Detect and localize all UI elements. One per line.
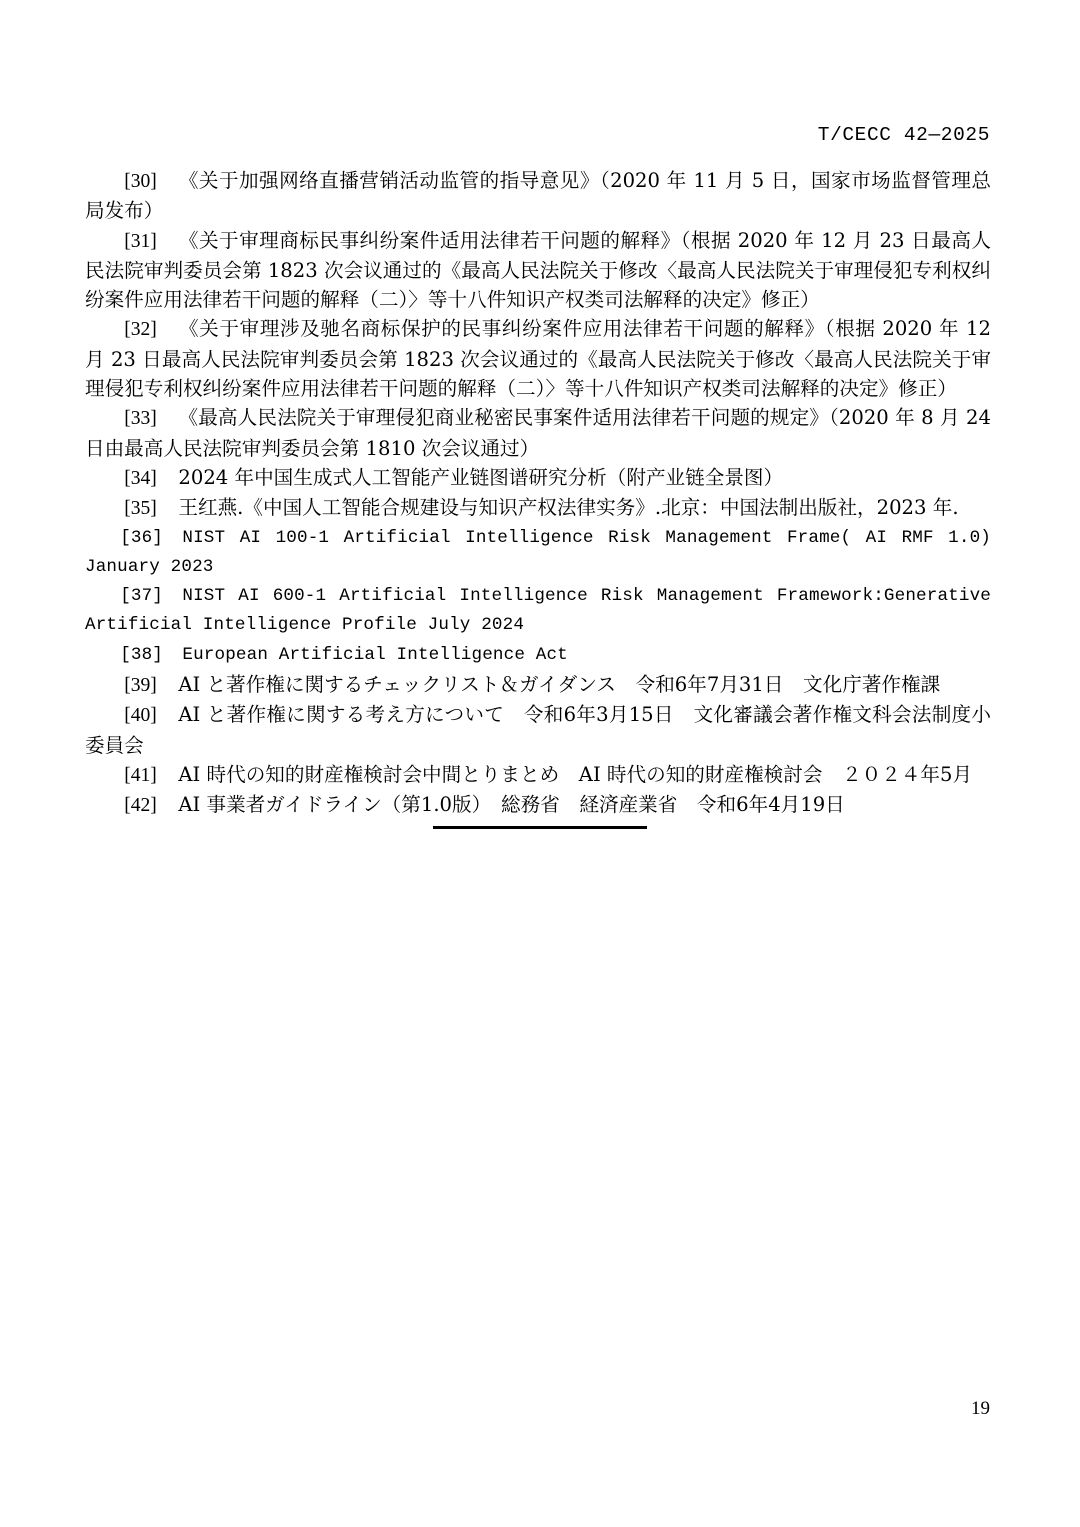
reference-entry [85, 700, 991, 760]
reference-number: [41] [124, 764, 157, 786]
reference-entry [85, 524, 991, 583]
reference-number: [30] [124, 171, 157, 192]
end-of-document-rule-container [0, 818, 1080, 836]
reference-number: [33] [124, 408, 157, 430]
end-of-document-rule [433, 826, 647, 829]
reference-number: [31] [124, 230, 157, 252]
reference-entry [85, 641, 991, 670]
reference-entry [85, 403, 991, 463]
reference-text: 《关于审理涉及驰名商标保护的民事纠纷案件应用法律若干问题的解释》（根据 2020 年 12 月 23 日最高人民法院审判委员会第 1823 次会议通过的《最高人民法院关于修改〈最高人民法院关于审理侵犯专利权纠纷案件应用法律若干问题的解释（二）〉等十八件知识产权类司法解释的决定》修正） [85, 317, 991, 401]
reference-number: [37] [120, 586, 164, 607]
reference-entry [85, 463, 991, 493]
reference-number: [32] [124, 319, 157, 341]
reference-entry [85, 166, 991, 226]
reference-text: 《关于加强网络直播营销活动监管的指导意见》（2020 年 11 月 5 日，国家市场监督管理总局发布） [85, 169, 991, 223]
reference-text: 王红燕.《中国人工智能合规建设与知识产权法律实务》.北京：中国法制出版社，2023 年. [178, 496, 959, 520]
reference-number: [34] [124, 467, 157, 489]
reference-text: AI 事業者ガイドライン（第1.0版） 総務省 経済産業省 令和6年4月19日 [178, 793, 845, 817]
reference-text: AI と著作権に関するチェックリスト＆ガイダンス 令和6年7月31日 文化庁著作権課 [178, 673, 941, 697]
reference-text: AI と著作権に関する考え方について 令和6年3月15日 文化審議会著作権文科会法制度小委員会 [85, 703, 991, 757]
reference-entry [85, 226, 991, 315]
reference-text: European Artificial Intelligence Act [182, 644, 568, 665]
reference-entry [85, 493, 991, 523]
reference-text: 《关于审理商标民事纠纷案件适用法律若干问题的解释》（根据 2020 年 12 月 23 日最高人民法院审判委员会第 1823 次会议通过的《最高人民法院关于修改〈最高人民法院关于审理侵犯专利权纠纷案件应用法律若干问题的解释（二）〉等十八件知识产权类司法解释的决定》修正） [85, 228, 991, 312]
reference-number: [40] [124, 705, 157, 727]
reference-number: [38] [120, 644, 164, 665]
reference-entry [85, 582, 991, 641]
reference-text: NIST AI 600-1 Artificial Intelligence Risk Management Framework:Generative Artificial Intelligence Profile July 2024 [85, 586, 991, 636]
reference-number: [36] [120, 527, 164, 548]
reference-text: 《最高人民法院关于审理侵犯商业秘密民事案件适用法律若干问题的规定》（2020 年 8 月 24 日由最高人民法院审判委员会第 1810 次会议通过） [85, 406, 991, 460]
reference-entry [85, 790, 991, 820]
reference-number: [35] [124, 498, 157, 520]
reference-number: [39] [124, 675, 157, 697]
page-number: 19 [971, 1398, 990, 1419]
reference-list [85, 166, 991, 821]
reference-text: NIST AI 100-1 Artificial Intelligence Risk Management Frame( AI RMF 1.0) January 2023 [85, 527, 991, 577]
reference-text: 2024 年中国生成式人工智能产业链图谱研究分析（附产业链全景图） [178, 465, 784, 489]
running-header: T/CECC 42—2025 [817, 124, 990, 146]
reference-entry [85, 670, 991, 700]
reference-entry [85, 760, 991, 790]
reference-entry [85, 314, 991, 403]
reference-number: [42] [124, 795, 157, 817]
reference-text: AI 時代の知的財産権検討会中間とりまとめ AI 時代の知的財産権検討会 ２０２４年5月 [178, 762, 973, 786]
